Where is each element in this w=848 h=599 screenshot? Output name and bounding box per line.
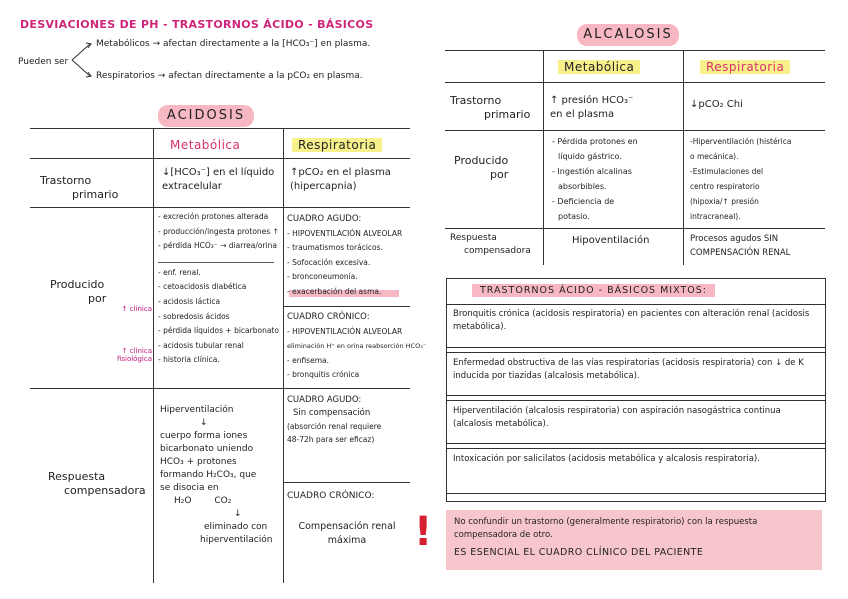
- list-item: - traumatismos torácicos.: [287, 243, 383, 253]
- acidosis-respuesta-met: Hiperventilación ↓ cuerpo forma iones bicarbonato uniendo HCO₃ + protones formando H₂CO₃, que se disocia en H₂O CO₂ ↓ eliminado con hiperventilación: [160, 405, 273, 545]
- divider: [445, 82, 825, 83]
- list-item: - pérdida HCO₃⁻ → diarrea/orina: [158, 241, 277, 251]
- acidosis-respuesta-resp-cronico: Compensación renal máxima: [298, 521, 396, 546]
- list-item: - enfisema.: [287, 355, 329, 365]
- section-title: CUADRO AGUDO:: [287, 214, 362, 224]
- acidosis-row-producido: Producido por: [50, 278, 107, 305]
- alcalosis-col-respiratoria: Respiratoria: [700, 60, 790, 74]
- divider: [445, 228, 825, 229]
- divider: [683, 50, 684, 265]
- alcalosis-col-metabolica: Metabólica: [558, 60, 640, 74]
- list-item: - acidosis láctica: [158, 296, 221, 306]
- exclamation-icon: !: [414, 509, 433, 555]
- list-item: - historia clínica.: [158, 355, 220, 365]
- list-item: - producción/ingesta protones ↑: [158, 226, 279, 236]
- alcalosis-title: ALCALOSIS: [577, 24, 679, 46]
- acidosis-trastorno-met: ↓[HCO₃⁻] en el líquido extracelular: [162, 167, 275, 192]
- divider: [283, 128, 284, 583]
- list-item: - HIPOVENTILACIÓN ALVEOLAR: [287, 326, 403, 336]
- alcalosis-row-respuesta: Respuesta compensadora: [450, 233, 531, 256]
- divider: [445, 50, 825, 51]
- section-title: CUADRO CRÓNICO:: [287, 312, 370, 322]
- annotation-fisiologica: ↑ clínica fisiológica: [116, 347, 152, 363]
- note-line-2: ES ESENCIAL EL CUADRO CLÍNICO DEL PACIENTE: [454, 547, 704, 558]
- acidosis-producido-met-list: [158, 210, 279, 368]
- acidosis-col-metabolica: Metabólica: [170, 138, 241, 152]
- alcalosis-trastorno-resp: ↓pCO₂ Chi: [690, 99, 743, 110]
- divider: [445, 130, 825, 131]
- divider: [30, 207, 410, 208]
- pueden-ser-label: Pueden ser: [18, 57, 69, 67]
- divider: [30, 158, 410, 159]
- divider: [30, 128, 410, 129]
- acidosis-producido-resp-agudo: [287, 212, 402, 300]
- respiratorios-text: Respiratorios → afectan directamente a la pCO₂ en plasma.: [96, 71, 363, 81]
- metabolicos-text: Metabólicos → afectan directamente a la [HCO₃⁻] en plasma.: [96, 39, 371, 49]
- acidosis-respuesta-resp-cronico-title: CUADRO CRÓNICO:: [287, 491, 375, 501]
- alcalosis-producido-met: - Pérdida protones en líquido gástrico. - Ingestión alcalinas absorbibles. - Deficiencia de potasio.: [552, 137, 638, 221]
- list-item: - bronquitis crónica: [287, 370, 360, 380]
- acidosis-respuesta-resp-agudo: CUADRO AGUDO: Sin compensación (absorción renal requiere 48-72h para ser eficaz): [287, 395, 382, 444]
- divider: [153, 128, 154, 583]
- annotation-clinica: ↑ clínica: [121, 305, 152, 313]
- divider: [543, 50, 544, 265]
- acidosis-producido-resp-cronico: [287, 310, 426, 383]
- alcalosis-row-producido: Producido por: [454, 154, 509, 181]
- acidosis-row-respuesta: Respuesta compensadora: [48, 470, 146, 497]
- divider: [284, 482, 410, 483]
- list-item: - sobredosis ácidos: [158, 311, 230, 321]
- mixtos-title: TRASTORNOS ÁCIDO - BÁSICOS MIXTOS:: [472, 284, 715, 297]
- alcalosis-trastorno-met: ↑ presión HCO₃⁻ en el plasma: [550, 95, 634, 120]
- alcalosis-respuesta-met: Hipoventilación: [572, 235, 650, 246]
- mixtos-item: Hiperventilación (alcalosis respiratoria) con aspiración nasogástrica continua (alcalosis metabólica).: [446, 400, 826, 444]
- list-item: - exacerbación del asma.: [287, 285, 402, 300]
- list-item: - enf. renal.: [158, 267, 201, 277]
- mixtos-item: Intoxicación por salicilatos (acidosis metabólica y alcalosis respiratoria).: [446, 448, 826, 494]
- divider: [284, 306, 410, 307]
- list-item: - cetoacidosis diabética: [158, 282, 247, 292]
- list-item: - Sofocación excesiva.: [287, 257, 371, 267]
- mixtos-item: Bronquitis crónica (acidosis respiratoria) en pacientes con alteración renal (acidosis metabólica).: [446, 304, 826, 348]
- alcalosis-row-trastorno: Trastorno primario: [450, 94, 531, 121]
- divider: [30, 388, 410, 389]
- alcalosis-respuesta-resp: Procesos agudos SIN COMPENSACIÓN RENAL: [690, 234, 791, 258]
- note-box: [446, 510, 822, 570]
- list-item: - HIPOVENTILACIÓN ALVEOLAR: [287, 228, 403, 238]
- acidosis-col-respiratoria: Respiratoria: [292, 138, 382, 152]
- list-item: - acidosis tubular renal: [158, 340, 244, 350]
- list-item: - bronconeumonía.: [287, 272, 358, 282]
- note-line-1: No confundir un trastorno (generalmente respiratorio) con la respuesta compensadora de otro.: [454, 517, 758, 540]
- list-item: eliminación H⁺ en orina reabsorción HCO₃⁻: [287, 342, 427, 351]
- acidosis-row-trastorno: Trastorno primario: [40, 174, 119, 201]
- brace-arrows-icon: [70, 40, 94, 80]
- acidosis-trastorno-resp: ↑pCO₂ en el plasma (hipercapnia): [290, 167, 391, 192]
- acidosis-title: ACIDOSIS: [158, 105, 254, 127]
- alcalosis-producido-resp: -Hiperventilación (histérica o mecánica). -Estimulaciones del centro respiratorio (hipoxia/↑ presión intracraneal).: [690, 137, 792, 221]
- list-item: - excreción protones alterada: [158, 212, 269, 221]
- list-item: - pérdida líquidos + bicarbonato: [158, 326, 279, 336]
- dashed-divider: [158, 262, 274, 263]
- page-title: DESVIACIONES DE PH - TRASTORNOS ÁCIDO - BÁSICOS: [20, 18, 374, 31]
- mixtos-item: Enfermedad obstructiva de las vías respiratorias (acidosis respiratoria) con ↓ de K inducida por tiazidas (alcalosis metabólica).: [446, 352, 826, 396]
